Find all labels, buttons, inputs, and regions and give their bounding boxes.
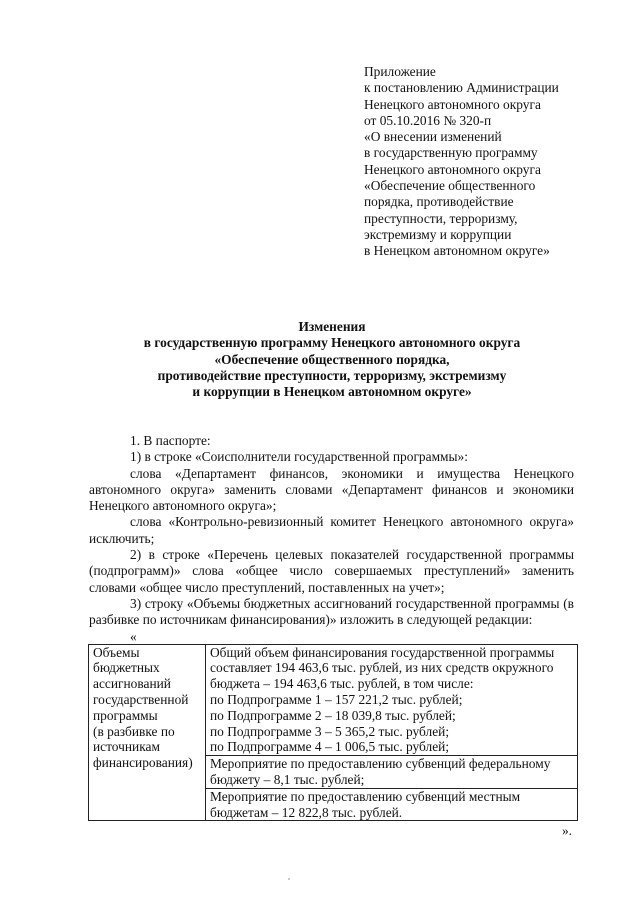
appendix-line: преступности, терроризму, bbox=[364, 210, 518, 226]
paragraph-item-1: 1) в строке «Соисполнители государственной программы»: bbox=[130, 449, 468, 465]
value-line: по Подпрограмме 3 – 5 365,2 тыс. рублей; bbox=[210, 723, 450, 739]
appendix-line: Приложение bbox=[364, 64, 436, 79]
table-value-cell-local bbox=[206, 788, 578, 821]
value-line: Мероприятие по предоставлению субвенций местным bbox=[210, 788, 521, 804]
paragraph-item-3: 3) строку «Объемы бюджетных ассигнований государственной программы (в разбивке по источникам финансирования)» изложить в следующей редакции: bbox=[89, 595, 574, 628]
appendix-line: от 05.10.2016 № 320-п bbox=[364, 112, 492, 128]
paragraph-item-2: 2) в строке «Перечень целевых показателей государственной программы (подпрограмм)» слова «общее число совершаемых преступлений» заменить словами «общее число преступлений, поставленных на учет»; bbox=[89, 547, 574, 595]
value-line: составляет 194 463,6 тыс. рублей, из них средств окружного bbox=[210, 660, 554, 676]
table-label-cell bbox=[89, 644, 206, 821]
title-line: в государственную программу Ненецкого автономного округа bbox=[143, 335, 521, 351]
table-value-cell-federal bbox=[206, 756, 578, 789]
title-line: «Обеспечение общественного порядка, bbox=[214, 351, 450, 367]
label-line: программы bbox=[93, 707, 158, 723]
value-line: по Подпрограмме 1 – 157 221,2 тыс. рублей; bbox=[210, 691, 463, 707]
value-line: по Подпрограмме 2 – 18 039,8 тыс. рублей; bbox=[210, 707, 456, 723]
close-quote: ». bbox=[561, 823, 572, 839]
value-line: по Подпрограмме 4 – 1 006,5 тыс. рублей; bbox=[210, 739, 450, 755]
label-line: финансирования) bbox=[93, 755, 193, 771]
table-row bbox=[89, 644, 578, 756]
title-line: и коррупции в Ненецком автономном округе» bbox=[192, 384, 472, 400]
label-line: ассигнований bbox=[93, 676, 171, 692]
label-line: источникам bbox=[93, 739, 160, 755]
value-line: бюджета – 194 463,6 тыс. рублей, в том числе: bbox=[210, 676, 474, 692]
title-line: Изменения bbox=[298, 319, 366, 334]
label-line: государственной bbox=[93, 691, 189, 707]
title-line: противодействие преступности, терроризму, экстремизму bbox=[157, 367, 507, 383]
appendix-line: экстремизму и коррупции bbox=[364, 226, 512, 242]
value-line: бюджетам – 12 822,8 тыс. рублей. bbox=[210, 804, 403, 820]
scan-speck bbox=[288, 878, 290, 880]
open-quote: « bbox=[130, 628, 137, 644]
table-value-cell-total bbox=[206, 644, 578, 756]
appendix-line: «О внесении изменений bbox=[364, 129, 502, 145]
appendix-line: к постановлению Администрации bbox=[364, 80, 559, 96]
value-line: Мероприятие по предоставлению субвенций федеральному bbox=[210, 756, 551, 772]
appendix-line: Ненецкого автономного округа bbox=[364, 161, 541, 177]
value-line: Общий объем финансирования государственной программы bbox=[210, 644, 555, 660]
appendix-line: в государственную программу bbox=[364, 145, 538, 161]
value-line: бюджету – 8,1 тыс. рублей; bbox=[210, 771, 365, 787]
appendix-line: «Обеспечение общественного bbox=[364, 178, 536, 194]
appendix-line: Ненецкого автономного округа bbox=[364, 96, 541, 112]
document-title bbox=[90, 319, 574, 400]
appendix-line: в Ненецком автономном округе» bbox=[364, 243, 550, 259]
appendix-line: порядка, противодействие bbox=[364, 194, 514, 210]
label-line: Объемы bbox=[93, 644, 140, 660]
appendix-header bbox=[364, 64, 624, 260]
label-line: бюджетных bbox=[93, 660, 160, 676]
budget-allocation-table bbox=[88, 644, 578, 822]
paragraph-exclude-committee: слова «Контрольно-ревизионный комитет Ненецкого автономного округа» исключить; bbox=[89, 514, 574, 546]
label-line: (в разбивке по bbox=[93, 723, 175, 739]
paragraph-section-1: 1. В паспорте: bbox=[130, 433, 211, 448]
document-body bbox=[89, 433, 574, 839]
paragraph-replace-dept: слова «Департамент финансов, экономики и имущества Ненецкого автономного округа» заменить словами «Департамент финансов и экономики Ненецкого автономного округа»; bbox=[89, 465, 574, 514]
